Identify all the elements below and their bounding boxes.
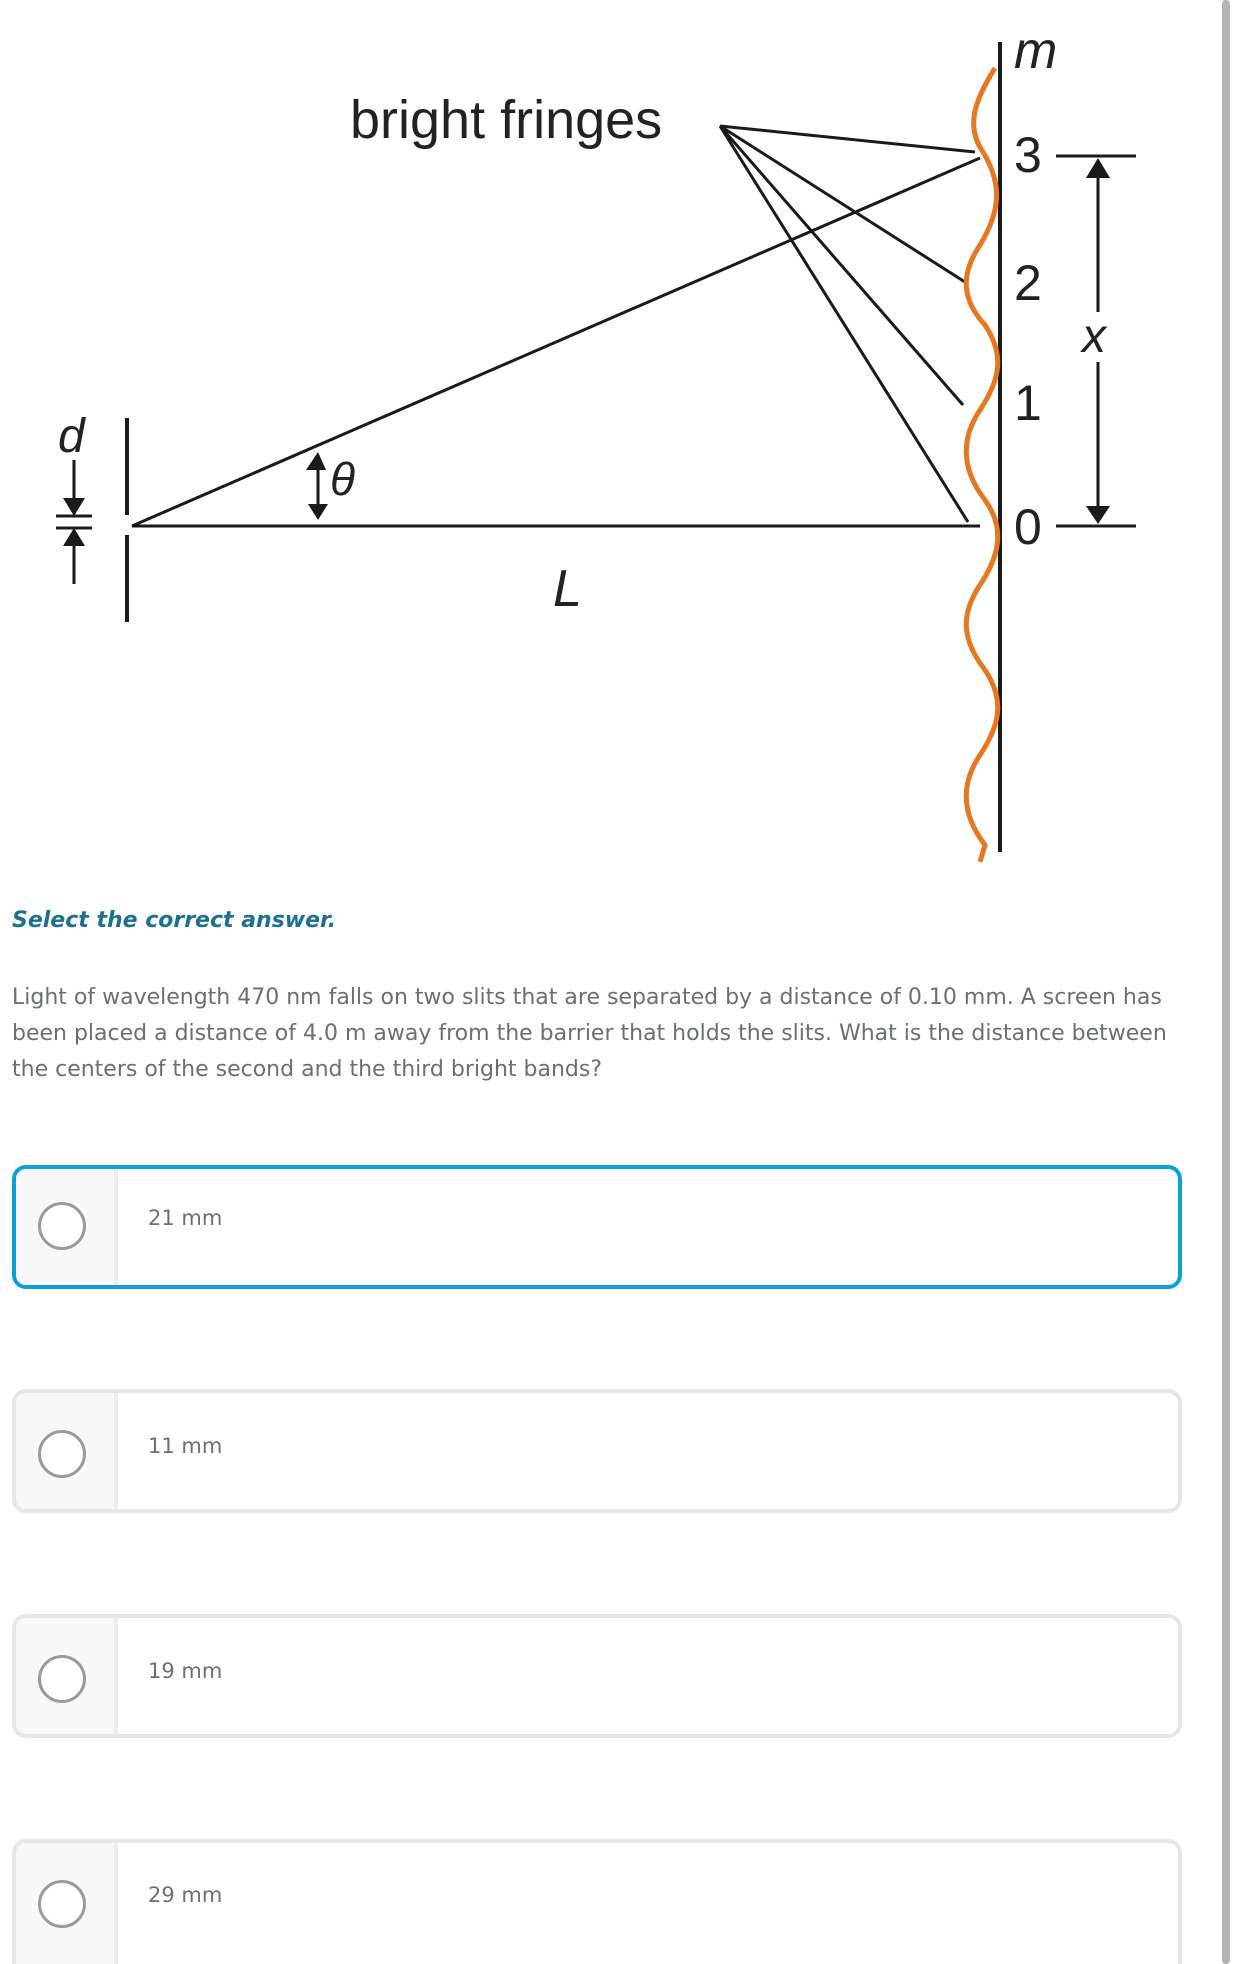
radio-cell: [16, 1169, 118, 1285]
double-slit-diagram: [0, 0, 1230, 880]
answer-label: 21 mm: [148, 1206, 223, 1230]
angle-arrow: [306, 452, 328, 520]
question-text: Light of wavelength 470 nm falls on two slits that are separated by a distance of 0.10 mm. A screen has been placed a distance of 4.0 m away from the barrier that holds the slits. What is the distance between the centers of the second and the third bright bands?: [12, 985, 1167, 1082]
distance-label: L: [553, 560, 582, 618]
order-label-0: 0: [1014, 499, 1042, 555]
scrollbar[interactable]: [1222, 0, 1230, 1964]
radio-button[interactable]: [38, 1202, 86, 1250]
order-symbol: m: [1014, 22, 1058, 80]
fringe-pointer-lines: [720, 126, 975, 522]
radio-cell: [16, 1393, 118, 1509]
radio-cell: [16, 1843, 118, 1964]
slit-separation-arrows: [56, 460, 92, 584]
order-label-3: 3: [1014, 127, 1042, 183]
radio-button[interactable]: [38, 1880, 86, 1928]
radio-cell: [16, 1618, 118, 1734]
radio-button[interactable]: [38, 1655, 86, 1703]
answer-option-2[interactable]: [12, 1389, 1182, 1513]
interference-wave: [966, 68, 997, 862]
answer-option-3[interactable]: [12, 1614, 1182, 1738]
answer-label: 11 mm: [148, 1434, 223, 1458]
radio-button[interactable]: [38, 1430, 86, 1478]
fringe-distance-label: x: [1082, 310, 1106, 363]
bright-fringes-label: bright fringes: [350, 90, 663, 150]
answer-option-4[interactable]: [12, 1839, 1182, 1964]
answer-option-1[interactable]: [12, 1165, 1182, 1289]
order-label-1: 1: [1014, 375, 1042, 431]
order-label-2: 2: [1014, 255, 1042, 311]
ray-to-third-fringe: [132, 158, 980, 526]
answer-label: 29 mm: [148, 1883, 223, 1907]
answer-label: 19 mm: [148, 1659, 223, 1683]
instruction-text: Select the correct answer.: [12, 908, 337, 933]
slit-label: d: [58, 410, 85, 463]
angle-label: θ: [330, 453, 355, 505]
